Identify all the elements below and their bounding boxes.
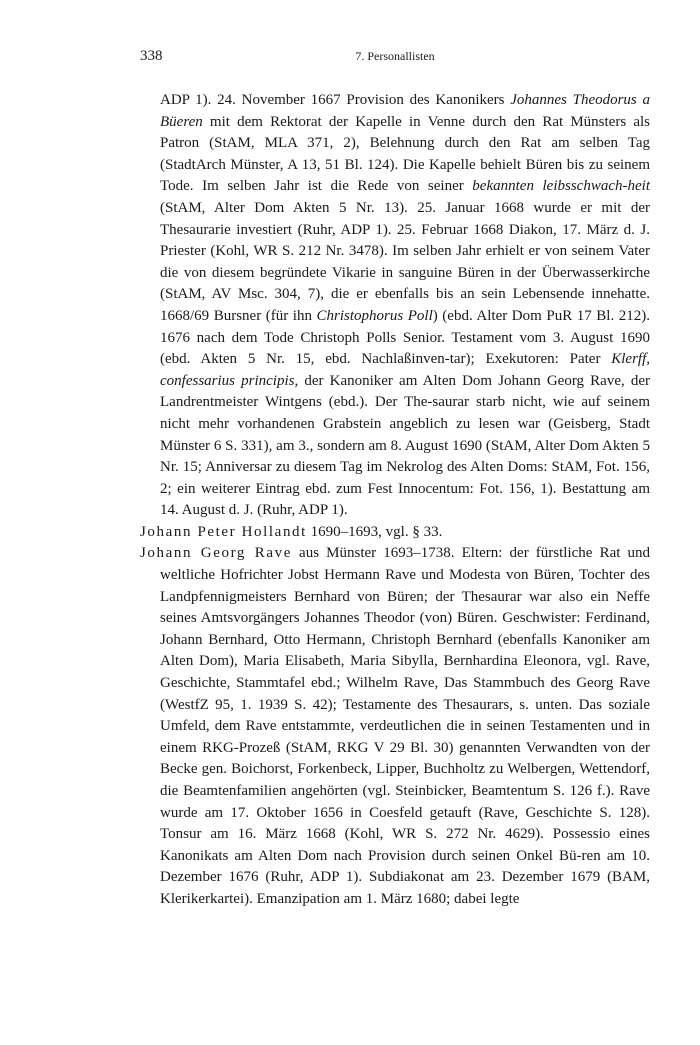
- page-number: 338: [140, 48, 163, 64]
- body-text: [140, 90, 650, 911]
- entry-hollandt: [140, 522, 650, 544]
- entry-text: (StAM, Alter Dom Akten 5 Nr. 13). 25. Januar 1668 wurde er mit der Thesaurarie investiert (Ruhr, ADP 1). 25. Februar 1668 Diakon, 17. März d. J. Priester (Kohl, WR S. 212 Nr. 3478). Im selben Jahr erhielt er von seinem Vater die von diesem begründete Vikarie in sanguine Büren in der Überwasserkirche (StAM, AV Msc. 304, 7), die er ebenfalls bis an sein Lebensende innehatte. 1668/69 Bursner (für ihn: [160, 199, 650, 324]
- entry-continuation-bueren: [140, 90, 650, 522]
- entry-text: mit dem Rektorat der Kapelle in Venne durch den Rat Münsters als Patron (StAM, MLA 371, 2), Belehnung durch den Rat am selben Tag (StadtArch Münster, A 13, 51 Bl. 124). Die Kapelle behielt Büren bis zu seinem Tode. Im selben Jahr ist die Rede von seiner: [160, 113, 650, 195]
- entry-text: der Kanoniker am Alten Dom Johann Georg Rave, der Landrentmeister Wintgens (ebd.). Der The-saurar starb nicht, wie auf seinem nicht mehr vorhandenen Grabstein angeblich zu lesen war (Geisberg, Stadt Münster 6 S. 331), am 3., sondern am 8. August 1690 (StAM, Alter Dom Akten 5 Nr. 15; Anniversar zu diesem Tag im Nekrolog des Alten Doms: StAM, Fot. 156, 2; ein weiterer Eintrag ebd. zum Fest Innocentum: Fot. 156, 1). Bestattung am 14. August d. J. (Ruhr, ADP 1).: [160, 372, 651, 519]
- running-head: [140, 48, 650, 70]
- entry-name: Johann Peter Hollandt: [140, 523, 307, 540]
- entry-rave: [140, 543, 650, 910]
- entry-text: 1690–1693, vgl. § 33.: [306, 523, 443, 540]
- entry-text: ADP 1). 24. November 1667 Provision des Kanonikers: [160, 92, 511, 108]
- italic-quote: bekannten leibsschwach-heit: [472, 178, 650, 195]
- chapter-title: 7. Personallisten: [355, 49, 435, 63]
- entry-text: ) (ebd. Alter Dom PuR 17 Bl. 212). 1676 nach dem Tode Christoph Polls Senior. Testament vom 3. August 1690 (ebd. Akten 5 Nr. 15, ebd. Nachlaßinven-tar); Exekutoren: Pater: [160, 307, 651, 368]
- italic-name: Johannes Theodorus a Büeren: [160, 92, 650, 130]
- italic-name: Christophorus Poll: [316, 307, 433, 324]
- entry-text: aus Münster 1693–1738. Eltern: der fürstliche Rat und weltliche Hofrichter Jobst Hermann Rave und Modesta von Büren, Tochter des Landpfennigmeisters Bernhard von Büren; der Thesaurar war also ein Neffe seines Amtsvorgängers Johannes Theodor (von) Büren. Geschwister: Ferdinand, Johann Bernhard, Otto Hermann, Christoph Bernhard (ebenfalls Kanoniker am Alten Dom), Maria Elisabeth, Maria Sibylla, Bernhardina Eleonora, vgl. Rave, Geschichte, Stammtafel ebd.; Wilhelm Rave, Das Stammbuch des Georg Rave (WestfZ 95, 1. 1939 S. 42); Testamente des Thesaurars, s. unten. Das soziale Umfeld, dem Rave entstammte, verdeutlichen die in seinen Testamenten und in einem RKG-Prozeß (StAM, RKG V 29 Bl. 30) genannten Verwandten von der Becke gen. Boichorst, Forkenbeck, Lipper, Buchholtz zu Welbergen, Wettendorf, die Beamtenfamilien angehörten (vgl. Steinbicker, Beamtentum S. 126 f.). Rave wurde am 17. Oktober 1656 in Coesfeld getauft (Rave, Geschichte S. 128). Tonsur am 16. März 1668 (Kohl, WR S. 272 Nr. 4629). Possessio eines Kanonikats am Alten Dom nach Provision durch seinen Onkel Bü-ren am 10. Dezember 1676 (Ruhr, ADP 1). Subdiakonat am 23. Dezember 1679 (BAM, Klerikerkartei). Emanzipation am 1. März 1680; dabei legte: [160, 545, 651, 907]
- entry-name: Johann Georg Rave: [140, 545, 292, 562]
- italic-name: Klerff, confessarius principis,: [160, 351, 650, 389]
